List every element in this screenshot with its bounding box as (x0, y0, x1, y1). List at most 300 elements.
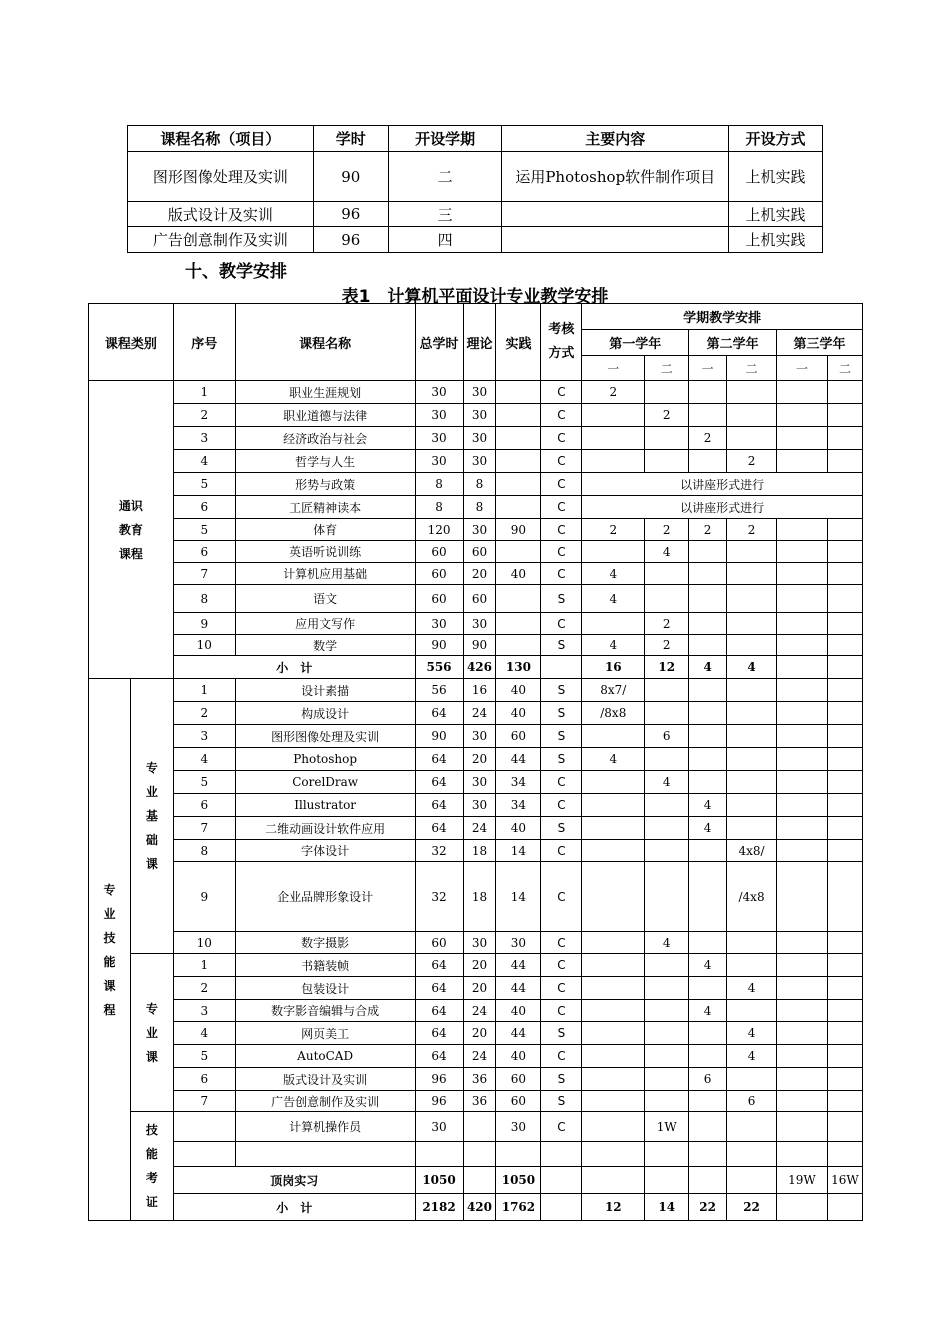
term-hours-cell (645, 702, 689, 725)
theory-cell: 18 (463, 862, 496, 932)
practice-cell: 14 (496, 840, 541, 862)
term-hours-cell (689, 585, 727, 613)
theory-cell: 18 (463, 840, 496, 862)
term-hours-cell (827, 450, 862, 473)
practice-cell: 14 (496, 862, 541, 932)
subtotal-total: 2182 (415, 1194, 463, 1221)
table-row (89, 1022, 863, 1045)
term-hours-cell (827, 840, 862, 862)
term-hours-cell: 4 (727, 977, 777, 1000)
course-table-header (128, 126, 823, 152)
exam-method-header: 考核方式 (541, 304, 582, 381)
total-hours-cell: 64 (415, 748, 463, 771)
term-header: 二 (645, 356, 689, 381)
term-hours-cell: 2 (645, 404, 689, 427)
term-hours-cell (777, 748, 828, 771)
practice-cell: 60 (496, 1091, 541, 1112)
internship-exam (541, 1167, 582, 1194)
internship-theory (463, 1167, 496, 1194)
term-hours-cell: /8x8 (582, 702, 645, 725)
cell: 上机实践 (729, 227, 823, 253)
subtotal-term: 12 (645, 656, 689, 679)
table-row (89, 381, 863, 404)
internship-label: 顶岗实习 (173, 1167, 415, 1194)
subtotal-term: 12 (582, 1194, 645, 1221)
term-hours-cell: 6 (645, 725, 689, 748)
total-hours-header: 总学时 (415, 304, 463, 381)
term-hours-cell: 4 (689, 794, 727, 817)
term-hours-cell (777, 1091, 828, 1112)
seq-cell: 6 (173, 541, 235, 563)
term-hours-cell (689, 1112, 727, 1142)
term-hours-cell (727, 702, 777, 725)
term-hours-cell (645, 1022, 689, 1045)
term-hours-cell (645, 840, 689, 862)
term-hours-cell (645, 450, 689, 473)
term-hours-cell (827, 702, 862, 725)
course-name-cell: 广告创意制作及实训 (235, 1091, 415, 1112)
subtotal-theory: 426 (463, 656, 496, 679)
schedule-header-row (89, 304, 863, 330)
course-name-cell: 企业品牌形象设计 (235, 862, 415, 932)
term-header: 二 (727, 356, 777, 381)
term-hours-cell (827, 519, 862, 541)
term-hours-cell (827, 862, 862, 932)
term-hours-cell (727, 541, 777, 563)
term-hours-cell (827, 954, 862, 977)
table-row (89, 932, 863, 954)
term-hours-cell (689, 541, 727, 563)
practice-cell (496, 541, 541, 563)
course-name-cell: 图形图像处理及实训 (235, 725, 415, 748)
seq-cell: 3 (173, 1000, 235, 1022)
subtotal-term: 4 (727, 656, 777, 679)
exam-cell: C (541, 932, 582, 954)
year-header: 第二学年 (689, 330, 777, 356)
term-hours-cell: 6 (727, 1091, 777, 1112)
term-hours-cell (582, 541, 645, 563)
practice-cell: 40 (496, 702, 541, 725)
term-hours-cell (777, 450, 828, 473)
term-hours-cell (827, 748, 862, 771)
empty-cell (689, 1142, 727, 1167)
exam-cell: S (541, 1022, 582, 1045)
cell: 90 (313, 152, 388, 202)
course-name-cell: 工匠精神读本 (235, 496, 415, 519)
subtotal-exam (541, 656, 582, 679)
term-hours-cell (777, 977, 828, 1000)
seq-cell (173, 1112, 235, 1142)
table-row (89, 817, 863, 840)
term-hours-cell: 4 (582, 563, 645, 585)
total-hours-cell: 60 (415, 563, 463, 585)
practice-cell: 40 (496, 1000, 541, 1022)
general-courses-body (89, 381, 863, 679)
term-hours-cell (582, 817, 645, 840)
practice-cell: 44 (496, 977, 541, 1000)
exam-cell: S (541, 817, 582, 840)
course-name-cell: 数字摄影 (235, 932, 415, 954)
exam-cell: C (541, 794, 582, 817)
practice-cell: 44 (496, 954, 541, 977)
cell: 四 (388, 227, 502, 253)
term-hours-cell (827, 563, 862, 585)
term-hours-cell (582, 450, 645, 473)
practice-cell (496, 450, 541, 473)
term-hours-cell (689, 450, 727, 473)
term-hours-cell (582, 1068, 645, 1091)
term-header: 一 (582, 356, 645, 381)
term-hours-cell (827, 613, 862, 635)
cell: 版式设计及实训 (128, 202, 314, 227)
term-hours-cell (777, 702, 828, 725)
table-row (89, 679, 863, 702)
term-hours-cell: 4 (689, 954, 727, 977)
term-header: 一 (689, 356, 727, 381)
course-name-cell: 网页美工 (235, 1022, 415, 1045)
seq-cell: 3 (173, 427, 235, 450)
term-hours-cell: 4 (582, 748, 645, 771)
exam-cell: S (541, 1091, 582, 1112)
total-hours-cell: 96 (415, 1091, 463, 1112)
internship-term (645, 1167, 689, 1194)
exam-cell: C (541, 381, 582, 404)
course-name-cell: 体育 (235, 519, 415, 541)
subtotal-term: 14 (645, 1194, 689, 1221)
term-hours-cell (645, 977, 689, 1000)
term-hours-cell (582, 771, 645, 794)
theory-cell: 16 (463, 679, 496, 702)
seq-cell: 8 (173, 585, 235, 613)
table-row (89, 977, 863, 1000)
internship-term: 19W (777, 1167, 828, 1194)
theory-cell: 30 (463, 381, 496, 404)
term-hours-cell (827, 427, 862, 450)
theory-cell: 30 (463, 519, 496, 541)
internship-term (727, 1167, 777, 1194)
cell: 三 (388, 202, 502, 227)
table-row (89, 725, 863, 748)
header-cell: 学时 (313, 126, 388, 152)
term-hours-cell (645, 1000, 689, 1022)
term-hours-cell (645, 1091, 689, 1112)
year-header: 第一学年 (582, 330, 689, 356)
cell: 二 (388, 152, 502, 202)
seq-cell: 2 (173, 404, 235, 427)
term-hours-cell (777, 427, 828, 450)
practice-cell (496, 496, 541, 519)
term-hours-cell (689, 1045, 727, 1068)
term-hours-cell (727, 932, 777, 954)
table-row (89, 1112, 863, 1142)
term-hours-cell (582, 725, 645, 748)
subtotal-total: 556 (415, 656, 463, 679)
seq-cell: 4 (173, 748, 235, 771)
term-hours-cell (727, 748, 777, 771)
total-hours-cell: 64 (415, 702, 463, 725)
exam-cell: S (541, 748, 582, 771)
term-hours-cell: 2 (582, 381, 645, 404)
practice-cell: 40 (496, 1045, 541, 1068)
term-hours-cell (777, 404, 828, 427)
exam-cell: C (541, 1112, 582, 1142)
total-hours-cell: 32 (415, 862, 463, 932)
theory-header: 理论 (463, 304, 496, 381)
table-row (89, 748, 863, 771)
term-hours-cell: 6 (689, 1068, 727, 1091)
cell: 图形图像处理及实训 (128, 152, 314, 202)
term-hours-cell: 2 (689, 519, 727, 541)
term-hours-cell (827, 817, 862, 840)
theory-cell: 60 (463, 585, 496, 613)
exam-cell: C (541, 496, 582, 519)
subtotal-term (777, 1194, 828, 1221)
term-hours-cell: 4 (582, 635, 645, 656)
term-hours-cell (727, 404, 777, 427)
course-name-cell: 职业道德与法律 (235, 404, 415, 427)
term-hours-cell (777, 932, 828, 954)
table-row (89, 862, 863, 932)
term-hours-cell: 4 (582, 585, 645, 613)
term-hours-cell (645, 954, 689, 977)
practice-cell: 34 (496, 794, 541, 817)
theory-cell: 24 (463, 702, 496, 725)
theory-cell: 30 (463, 427, 496, 450)
term-hours-cell: 4 (727, 1022, 777, 1045)
course-table (127, 125, 823, 253)
term-hours-cell (582, 1000, 645, 1022)
term-hours-cell (777, 563, 828, 585)
term-hours-cell (827, 977, 862, 1000)
term-hours-cell (582, 427, 645, 450)
course-name-cell: 英语听说训练 (235, 541, 415, 563)
practice-cell: 40 (496, 563, 541, 585)
term-hours-cell (582, 954, 645, 977)
term-hours-cell (827, 794, 862, 817)
cert-label: 技 能 考 证 (130, 1112, 173, 1221)
term-note-cell: 以讲座形式进行 (582, 473, 863, 496)
subtotal-theory: 420 (463, 1194, 496, 1221)
theory-cell: 24 (463, 817, 496, 840)
subtotal-practice: 130 (496, 656, 541, 679)
term-hours-cell (777, 381, 828, 404)
term-hours-cell (689, 771, 727, 794)
term-hours-cell: /4x8 (727, 862, 777, 932)
table-row (128, 227, 823, 253)
term-hours-cell (645, 1068, 689, 1091)
term-plan-header: 学期教学安排 (582, 304, 863, 330)
total-hours-cell: 120 (415, 519, 463, 541)
seq-cell: 8 (173, 840, 235, 862)
cell: 广告创意制作及实训 (128, 227, 314, 253)
practice-cell: 40 (496, 817, 541, 840)
header-cell: 开设方式 (729, 126, 823, 152)
term-hours-cell (777, 1045, 828, 1068)
term-hours-cell (727, 679, 777, 702)
total-hours-cell: 30 (415, 613, 463, 635)
theory-cell: 30 (463, 725, 496, 748)
total-hours-cell: 90 (415, 635, 463, 656)
practice-cell (496, 613, 541, 635)
theory-cell: 90 (463, 635, 496, 656)
table-row (89, 771, 863, 794)
subtotal-term (777, 656, 828, 679)
practice-cell: 40 (496, 679, 541, 702)
term-hours-cell (645, 748, 689, 771)
course-name-cell: 设计素描 (235, 679, 415, 702)
total-hours-cell: 64 (415, 1045, 463, 1068)
term-hours-cell (689, 702, 727, 725)
cell: 运用Photoshop软件制作项目 (502, 152, 729, 202)
total-hours-cell: 64 (415, 817, 463, 840)
exam-cell: C (541, 563, 582, 585)
total-hours-cell: 60 (415, 541, 463, 563)
term-hours-cell (827, 1045, 862, 1068)
term-hours-cell: 4 (645, 771, 689, 794)
seq-cell: 10 (173, 932, 235, 954)
practice-cell: 44 (496, 748, 541, 771)
term-hours-cell (582, 794, 645, 817)
theory-cell: 20 (463, 563, 496, 585)
term-hours-cell (827, 381, 862, 404)
seq-cell: 5 (173, 519, 235, 541)
term-hours-cell (727, 1068, 777, 1091)
term-hours-cell (689, 613, 727, 635)
theory-cell: 20 (463, 954, 496, 977)
header-cell: 开设学期 (388, 126, 502, 152)
table-row (89, 1000, 863, 1022)
practice-header: 实践 (496, 304, 541, 381)
term-hours-cell (827, 1112, 862, 1142)
cell: 上机实践 (729, 202, 823, 227)
seq-cell: 6 (173, 1068, 235, 1091)
theory-cell: 30 (463, 613, 496, 635)
theory-cell: 8 (463, 473, 496, 496)
term-hours-cell (582, 404, 645, 427)
term-hours-cell (689, 725, 727, 748)
empty-cell (645, 1142, 689, 1167)
table-row (89, 1068, 863, 1091)
table-row (89, 954, 863, 977)
course-name-cell: AutoCAD (235, 1045, 415, 1068)
professional-courses-body (89, 679, 863, 1221)
exam-cell: C (541, 977, 582, 1000)
professional-category-cell: 专 业 技 能 课 程 (89, 679, 131, 1221)
course-name-cell: 职业生涯规划 (235, 381, 415, 404)
exam-cell: C (541, 1045, 582, 1068)
total-hours-cell: 60 (415, 932, 463, 954)
theory-cell: 20 (463, 977, 496, 1000)
term-hours-cell (827, 635, 862, 656)
schedule-table (88, 303, 863, 1221)
term-hours-cell (689, 748, 727, 771)
general-category-cell (89, 381, 174, 679)
course-name-cell: 构成设计 (235, 702, 415, 725)
empty-cell (235, 1142, 415, 1167)
term-hours-cell: 2 (645, 635, 689, 656)
course-name-cell: 书籍装帧 (235, 954, 415, 977)
total-hours-cell: 96 (415, 1068, 463, 1091)
term-hours-cell (727, 771, 777, 794)
table-row (89, 473, 863, 496)
total-hours-cell: 30 (415, 427, 463, 450)
seq-cell: 4 (173, 1022, 235, 1045)
term-hours-cell (582, 932, 645, 954)
practice-cell: 44 (496, 1022, 541, 1045)
seq-cell: 7 (173, 563, 235, 585)
exam-cell: C (541, 771, 582, 794)
exam-cell: C (541, 450, 582, 473)
term-hours-cell (777, 954, 828, 977)
table-row (89, 1045, 863, 1068)
theory-cell: 36 (463, 1091, 496, 1112)
total-hours-cell: 64 (415, 794, 463, 817)
practice-cell: 30 (496, 932, 541, 954)
subtotal-term: 22 (689, 1194, 727, 1221)
term-hours-cell (689, 862, 727, 932)
practice-cell (496, 404, 541, 427)
total-hours-cell: 64 (415, 1000, 463, 1022)
year-header: 第三学年 (777, 330, 863, 356)
term-hours-cell (689, 977, 727, 1000)
subtotal-label: 小 计 (173, 1194, 415, 1221)
exam-cell: C (541, 954, 582, 977)
practice-cell (496, 585, 541, 613)
practice-cell: 34 (496, 771, 541, 794)
internship-practice: 1050 (496, 1167, 541, 1194)
term-hours-cell (777, 1112, 828, 1142)
term-hours-cell (645, 585, 689, 613)
total-hours-cell: 56 (415, 679, 463, 702)
term-hours-cell (727, 794, 777, 817)
practice-cell (496, 635, 541, 656)
table-row (89, 794, 863, 817)
course-name-header: 课程名称 (235, 304, 415, 381)
course-name-cell: 语文 (235, 585, 415, 613)
term-hours-cell (689, 1091, 727, 1112)
subtotal-term: 16 (582, 656, 645, 679)
seq-cell: 3 (173, 725, 235, 748)
term-hours-cell (777, 771, 828, 794)
exam-cell: C (541, 840, 582, 862)
term-hours-cell (777, 840, 828, 862)
category-label: 通识 教育 课程 (118, 498, 143, 561)
term-hours-cell (689, 381, 727, 404)
course-name-cell: Illustrator (235, 794, 415, 817)
total-hours-cell: 30 (415, 450, 463, 473)
term-hours-cell (689, 840, 727, 862)
term-hours-cell: 2 (689, 427, 727, 450)
table-row (89, 496, 863, 519)
cell (502, 227, 729, 253)
total-hours-cell: 30 (415, 1112, 463, 1142)
empty-cell (463, 1142, 496, 1167)
table-row (89, 541, 863, 563)
term-hours-cell (727, 635, 777, 656)
table-row (89, 702, 863, 725)
term-hours-cell (645, 563, 689, 585)
exam-cell: S (541, 635, 582, 656)
subtotal-label: 小 计 (173, 656, 415, 679)
theory-cell: 30 (463, 404, 496, 427)
term-hours-cell (727, 954, 777, 977)
term-hours-cell (827, 585, 862, 613)
cell: 上机实践 (729, 152, 823, 202)
empty-cell (582, 1142, 645, 1167)
term-hours-cell (645, 817, 689, 840)
total-hours-cell: 8 (415, 473, 463, 496)
table-row (89, 427, 863, 450)
